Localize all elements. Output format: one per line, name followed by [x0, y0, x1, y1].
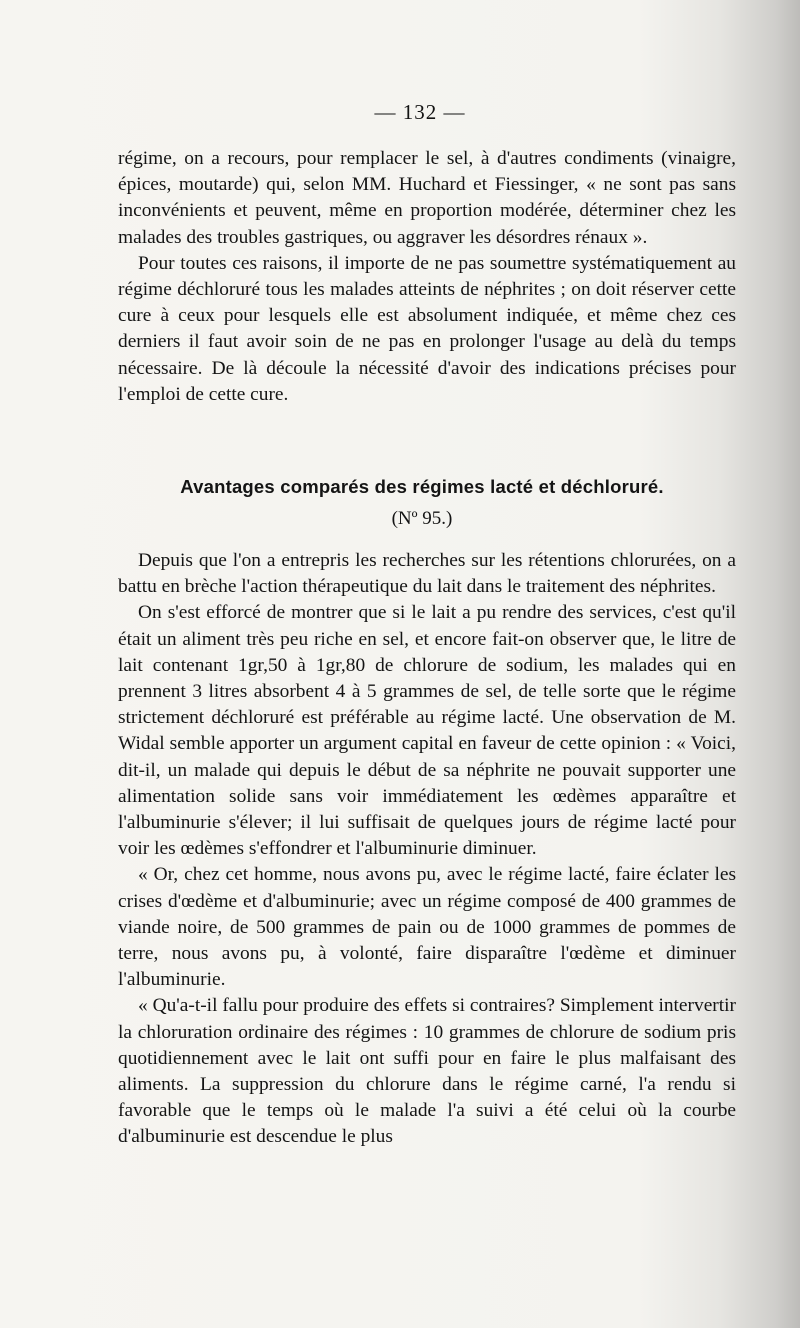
paragraph-quote: « Qu'a-t-il fallu pour produire des effets si contraires? Simplement intervertir la chloruration ordinaire des régimes : 10 grammes de chlorure de sodium pris quotidiennement avec le lait ont suffi pour en faire le plus malfaisant des aliments. La suppression du chlorure dans le régime carné, l'a rendu si favorable que le temps où le malade l'a suivi a été celui où la courbe d'albuminurie est descendue le plus	[118, 995, 736, 1148]
paragraph: Pour toutes ces raisons, il importe de ne pas soumettre systématiquement au régime déchloruré tous les malades atteints de néphrites ; on doit réserver cette cure à ceux pour lesquels elle est absolument indiquée, et même chez ces derniers il faut avoir soin de ne pas en prolonger l'usage au delà du temps nécessaire. De là découle la nécessité d'avoir des indications précises pour l'emploi de cette cure.	[118, 252, 736, 405]
page-number: — 132 —	[374, 100, 466, 124]
section-heading: Avantages comparés des régimes lacté et déchloruré.	[180, 476, 664, 497]
bottom-text-block	[118, 548, 736, 1151]
paragraph: Depuis que l'on a entrepris les recherches sur les rétentions chlorurées, on a battu en brèche l'action thérapeutique du lait dans le traitement des néphrites.	[118, 550, 736, 598]
paragraph-quote: « Or, chez cet homme, nous avons pu, avec le régime lacté, faire éclater les crises d'œdème et d'albuminurie; avec un régime composé de 400 grammes de viande noire, de 500 grammes de pain ou de 1000 grammes de pommes de terre, nous avons pu, à volonté, faire disparaître l'œdème et diminuer l'albuminurie.	[118, 864, 736, 991]
paragraph: On s'est efforcé de montrer que si le lait a pu rendre des services, c'est qu'il était un aliment très peu riche en sel, et encore fait-on observer que, le litre de lait contenant 1gr,50 à 1gr,80 de chlorure de sodium, les malades qui en prennent 3 litres absorbent 4 à 5 grammes de sel, de telle sorte que le régime strictement déchloruré est préférable au régime lacté. Une observation de M. Widal semble apporter un argument capital en faveur de cette opinion : « Voici, dit-il, un malade qui depuis le début de sa néphrite ne pouvait supporter une alimentation solide sans voir immédiatement les œdèmes apparaître et l'albuminurie s'élever; il lui suffisait de quelques jours de régime lacté pour voir les œdèmes s'effondrer et l'albuminurie diminuer.	[118, 602, 736, 860]
top-text-block	[118, 146, 736, 408]
paragraph-continuation: régime, on a recours, pour remplacer le sel, à d'autres condiments (vinaigre, épices, moutarde) qui, selon MM. Huchard et Fiessinger, « ne sont pas sans inconvénients et peuvent, même en proportion modérée, déterminer chez les malades des troubles gastriques, ou aggraver les désordres rénaux ».	[118, 148, 736, 248]
section-number: (Nº 95.)	[391, 508, 453, 529]
